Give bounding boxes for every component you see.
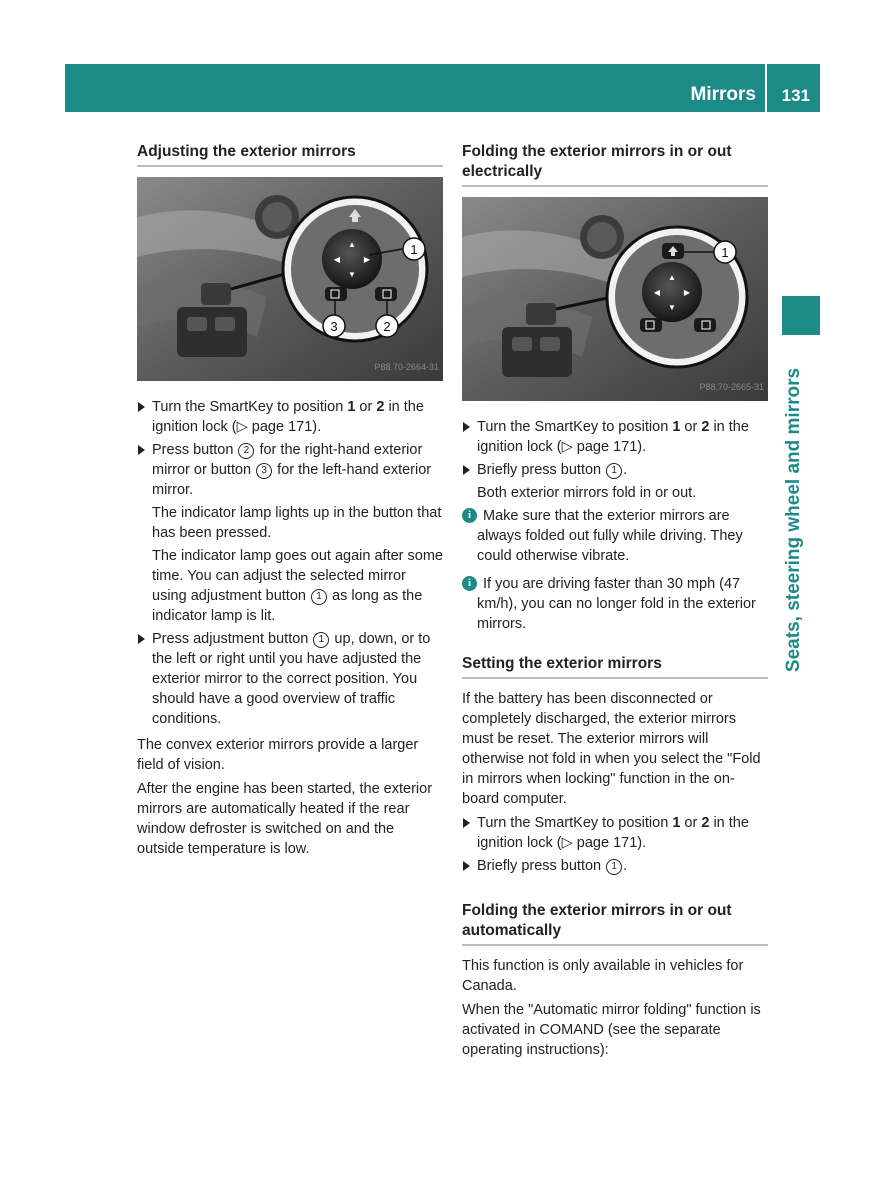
heading-folding-electrically: Folding the exterior mirrors in or out electrically xyxy=(462,142,768,187)
list-item: Press button 2 for the right-hand exterior mirror or button 3 for the left-hand exterior mirror. xyxy=(137,440,443,500)
bullet-arrow-icon xyxy=(463,422,470,432)
bullet-arrow-icon xyxy=(463,465,470,475)
paragraph: If the battery has been disconnected or completely discharged, the exterior mirrors must be reset. The exterior mirrors will otherwise not fold in when you select the "Fold in mirrors when locking" function in the on-board computer. xyxy=(462,691,761,807)
right-column xyxy=(462,142,768,1064)
list-item: Turn the SmartKey to position 1 or 2 in the ignition lock (▷ page 171). xyxy=(462,417,768,457)
button-callout: 1 xyxy=(606,463,622,479)
mirror-fold-figure xyxy=(462,197,768,401)
note-text: The indicator lamp lights up in the button that has been pressed. xyxy=(152,505,442,541)
arrow-up-icon: ▲ xyxy=(668,273,676,282)
note-text: Both exterior mirrors fold in or out. xyxy=(477,485,697,501)
door-panel-illustration xyxy=(462,197,768,401)
button-callout: 1 xyxy=(313,632,329,648)
svg-text:1: 1 xyxy=(410,242,418,257)
left-column xyxy=(137,142,443,863)
arrow-down-icon: ▼ xyxy=(348,270,356,279)
list-item: Turn the SmartKey to position 1 or 2 in the ignition lock (▷ page 171). xyxy=(462,813,768,853)
list-item: Briefly press button 1 . xyxy=(462,856,768,876)
header-divider xyxy=(765,64,767,112)
svg-text:2: 2 xyxy=(383,319,391,334)
section-title: Mirrors xyxy=(690,84,756,105)
info-note: i Make sure that the exterior mirrors are always folded out fully while driving. They could otherwise vibrate. xyxy=(462,506,768,566)
page-number: 131 xyxy=(781,86,810,105)
arrow-up-icon: ▲ xyxy=(348,240,356,249)
page-header xyxy=(65,64,820,112)
figure-code: P88.70-2664-31 xyxy=(374,362,439,372)
heading-setting-mirrors: Setting the exterior mirrors xyxy=(462,654,768,679)
bullet-arrow-icon xyxy=(138,402,145,412)
button-callout: 3 xyxy=(256,463,272,479)
arrow-down-icon: ▼ xyxy=(668,303,676,312)
svg-text:1: 1 xyxy=(721,245,729,260)
arrow-left-icon: ◀ xyxy=(653,288,661,297)
heading-adjusting-mirrors: Adjusting the exterior mirrors xyxy=(137,142,443,167)
paragraph: When the "Automatic mirror folding" function is activated in COMAND (see the separate operating instructions): xyxy=(462,1002,761,1058)
door-panel-illustration xyxy=(137,177,443,381)
info-icon: i xyxy=(462,508,477,523)
arrow-right-icon: ▶ xyxy=(683,288,691,297)
bullet-arrow-icon xyxy=(463,818,470,828)
info-icon: i xyxy=(462,576,477,591)
svg-text:3: 3 xyxy=(330,319,338,334)
button-callout: 2 xyxy=(238,443,254,459)
arrow-left-icon: ◀ xyxy=(333,255,341,264)
paragraph: After the engine has been started, the exterior mirrors are automatically heated if the rear window defroster is switched on and the outside temperature is low. xyxy=(137,781,433,857)
list-item: Turn the SmartKey to position 1 or 2 in the ignition lock (▷ page 171). xyxy=(137,397,443,437)
bullet-arrow-icon xyxy=(463,861,470,871)
note-text: The indicator lamp goes out again after some time. You can adjust the selected mirror using adjustment button 1 as long as the indicator lamp is lit. xyxy=(152,548,443,624)
list-item: Press adjustment button 1 up, down, or to the left or right until you have adjusted the exterior mirror to the correct position. You should have a good overview of traffic conditions. xyxy=(137,629,443,729)
bullet-arrow-icon xyxy=(138,445,145,455)
chapter-tab xyxy=(782,296,820,335)
bullet-arrow-icon xyxy=(138,634,145,644)
button-callout: 1 xyxy=(606,859,622,875)
info-note: i If you are driving faster than 30 mph (47 km/h), you can no longer fold in the exterior mirrors. xyxy=(462,574,768,634)
button-callout: 1 xyxy=(311,589,327,605)
arrow-right-icon: ▶ xyxy=(363,255,371,264)
mirror-control-figure xyxy=(137,177,443,381)
figure-code: P88.70-2665-31 xyxy=(699,382,764,392)
paragraph: The convex exterior mirrors provide a larger field of vision. xyxy=(137,737,419,773)
heading-folding-automatically: Folding the exterior mirrors in or out automatically xyxy=(462,901,768,946)
list-item: Briefly press button 1 . xyxy=(462,460,768,480)
paragraph: This function is only available in vehicles for Canada. xyxy=(462,958,744,994)
